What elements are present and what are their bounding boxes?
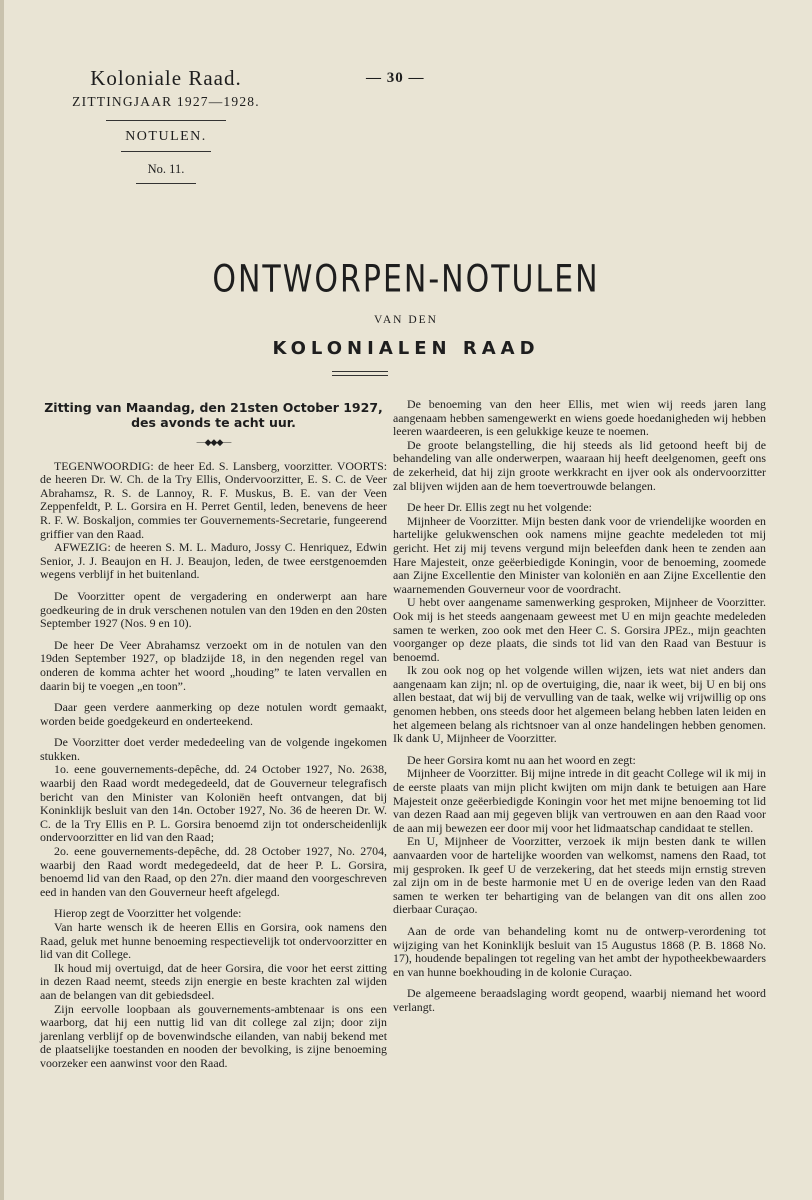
paragraph: 1o. eene gouvernements-depêche, dd. 24 October 1927, No. 2638, waarbij den Raad wordt medegedeeld, dat de Gouverneur telegrafisch bericht van den Minister van Koloniën heeft ontvangen, dat bij Koninklijk besluit van den 14n. October 1927, No. 36 de heeren Dr. W. C. de la Try Ellis en P. L. Gorsira benoemd zijn tot onderscheidenlijk ondervoorzitter en lid van den Raad;: [40, 762, 387, 845]
paragraph: De heer Dr. Ellis zegt nu het volgende:: [407, 500, 592, 515]
paragraph: De Voorzitter opent de vergadering en onderwerpt aan hare goedkeuring de in druk verschenen notulen van den 19den en den 20sten September 1927 (Nos. 9 en 10).: [40, 588, 387, 631]
paragraph: 2o. eene gouvernements-depêche, dd. 28 October 1927, No. 2704, waarbij den Raad wordt medegedeeld, dat de heer P. L. Gorsira, benoemd lid van den Raad, op den 27n. dier maand den voorgeschreven eed in handen van den Gouverneur heeft afgelegd.: [40, 844, 387, 899]
paragraph: De heer De Veer Abrahamsz verzoekt om in de notulen van den 19den September 1927, op bladzijde 18, in den negenden regel van onderen de komma achter het woord „houding” te laten vervallen en daarin bij te voegen „en toon”.: [40, 637, 387, 693]
absence-paragraph: AFWEZIG: de heeren S. M. L. Maduro, Jossy C. Henriquez, Edwin Senior, J. J. Beaujon en H. J. Beaujon, leden, de twee eerstgenoemden wegens verblijf in het buitenland.: [40, 540, 387, 582]
page-number: — 30 —: [366, 70, 425, 86]
paragraph: Mijnheer de Voorzitter. Mijn besten dank voor de vriendelijke woorden en hartelijke gelukwenschen ook namens mijne geachte medeleden tot mij gericht. Het zij mij tevens vergund mijn beleefden dank heen te zenden aan Hare Majesteit, onze geëerbiedigde Koningin, voor de benoeming, zoomede aan Zijne Excellentie den Minister van koloniën en aan Zijne Excellentie den waarnemenden Gouverneur voor de voordracht.: [393, 513, 766, 596]
header-divider-2: [121, 151, 211, 152]
main-title: ONTWORPEN-NOTULEN: [212, 257, 600, 302]
org-name: Koloniale Raad.: [90, 66, 242, 90]
paragraph: De benoeming van den heer Ellis, met wien wij reeds jaren lang aangenaam hebben samengewerkt en wiens goede hoedanigheden wij hebben leeren waardeeren, is een gelukkige keuze te noemen.: [393, 397, 766, 439]
paragraph: De heer Gorsira komt nu aan het woord en zegt:: [407, 752, 636, 767]
session-year: ZITTINGJAAR 1927—1928.: [72, 94, 260, 109]
session-heading-line1: Zitting van Maandag, den 21sten October 1927,: [44, 400, 383, 415]
title-van-den: VAN DEN: [374, 314, 438, 326]
session-heading-line2: des avonds te acht uur.: [131, 415, 296, 430]
right-column: [393, 398, 766, 1023]
attendance-paragraph: TEGENWOORDIG: de heer Ed. S. Lansberg, voorzitter. VOORTS: de heeren Dr. W. Ch. de la Try Ellis, Ondervoorzitter, E. S. C. de Veer Abrahamsz, R. S. de Lannoy, R. F. Muskus, B. E. van der Veen Zeppenfeldt, P. L. Gorsira en H. Perret Gentil, leden, benevens de heer R. F. W. Boskaljon, commies ter Gouvernements-Secretarie, fungeerend griffier van den Raad.: [40, 458, 387, 541]
header-divider-3: [136, 183, 196, 184]
paragraph: De groote belangstelling, die hij steeds als lid getoond heeft bij de behandeling van alle onderwerpen, waaraan hij heeft deelgenomen, geeft ons de zekerheid, dat hij zijn groote werkkracht en ijver ook als ondervoorzitter zal blijven wijden aan de hem toevertrouwde belangen.: [393, 437, 766, 493]
paragraph: De Voorzitter doet verder mededeeling van de volgende ingekomen stukken.: [40, 735, 387, 763]
title-rule-2: [332, 375, 388, 376]
paragraph: De algemeene beraadslaging wordt geopend, waarbij niemand het woord verlangt.: [393, 986, 766, 1014]
paragraph: En U, Mijnheer de Voorzitter, verzoek ik mijn besten dank te willen aanvaarden voor de hartelijke woorden van welkomst, namens den Raad, tot mij gesproken. Ik geef U de verzekering, dat het steeds mijn ernstig streven zal zijn om in de beste harmonie met U en de overige leden van den Raad samen te werken ter behartiging van de belangen van dit ons allen zoo dierbaar Curaçao.: [393, 834, 766, 917]
council-title: KOLONIALEN RAAD: [272, 338, 540, 359]
paragraph: Hierop zegt de Voorzitter het volgende:: [54, 906, 242, 921]
paragraph: U hebt over aangename samenwerking gesproken, Mijnheer de Voorzitter. Ook mij is het steeds aangenaam geweest met U en mijn geachte medeleden samen te werken, zoo ook met den Heer C. S. Gorsira JPEz., mijn geachten voorganger op deze plaats, die sinds tot lid van den Raad van Bestuur is benoemd.: [393, 595, 766, 664]
paragraph: Ik houd mij overtuigd, dat de heer Gorsira, die voor het eerst zitting in dezen Raad neemt, steeds zijn energie en beste krachten zal wijden aan de belangen van dit gebiedsdeel.: [40, 960, 387, 1002]
paragraph: Ik zou ook nog op het volgende willen wijzen, iets wat niet anders dan aangenaam kan zijn; nl. op de overtuiging, die, naar ik weet, bij U en bij ons allen bestaat, dat wij bij de vervulling van de taak, welke wij vrijwillig op ons genomen hebben, ons steeds door het algemeen belang hebben laten leiden en het algemeen belang als richtsnoer van al onze handelingen hebben genomen. Ik dank U, Mijnheer de Voorzitter.: [393, 663, 766, 746]
ornament: —◆◆◆—: [196, 437, 231, 447]
paragraph: Zijn eervolle loopbaan als gouvernements-ambtenaar is ons een waarborg, dat hij een nuttig lid van dit college zal zijn; door zijn jarenlang verblijf op de bovenwindsche eilanden, van nabij bekend met de plaatselijke toestanden en nooden der bevolking, is zijne benoeming voorzeker een aanwinst voor den Raad.: [40, 1001, 387, 1070]
paragraph: Mijnheer de Voorzitter. Bij mijne intrede in dit geacht College wil ik mij in de eerste plaats van mijn plicht kwijten om mijn dank te betuigen aan Hare Majesteit onze geëerbiedigde Koningin voor het met mijne benoeming tot lid van dezen Raad aan mij gegeven blijk van vertrouwen en aan den Raad voor de aan mij bewezen eer door mij voor het lidmaatschap candidaat te stellen.: [393, 766, 766, 835]
paragraph: Van harte wensch ik de heeren Ellis en Gorsira, ook namens den Raad, geluk met hunne benoeming respectievelijk tot ondervoorzitter en lid van dit College.: [40, 920, 387, 962]
paragraph: Daar geen verdere aanmerking op deze notulen wordt gemaakt, worden beide goedgekeurd en onderteekend.: [40, 700, 387, 728]
header-divider: [106, 120, 226, 121]
section-label: NOTULEN.: [125, 129, 207, 144]
title-rule: [332, 371, 388, 372]
page-edge: [0, 0, 4, 1200]
paragraph: Aan de orde van behandeling komt nu de ontwerp-verordening tot wijziging van het Koninklijk besluit van 15 Augustus 1868 (P. B. 1868 No. 17), houdende bepalingen tot regeling van het ambt der hypotheekbewaarders en van hunne boekhouding in de kolonie Curaçao.: [393, 923, 766, 979]
issue-number: No. 11.: [147, 162, 185, 176]
session-heading: [40, 400, 387, 430]
document-header: [36, 66, 296, 184]
left-column: [40, 398, 387, 1071]
